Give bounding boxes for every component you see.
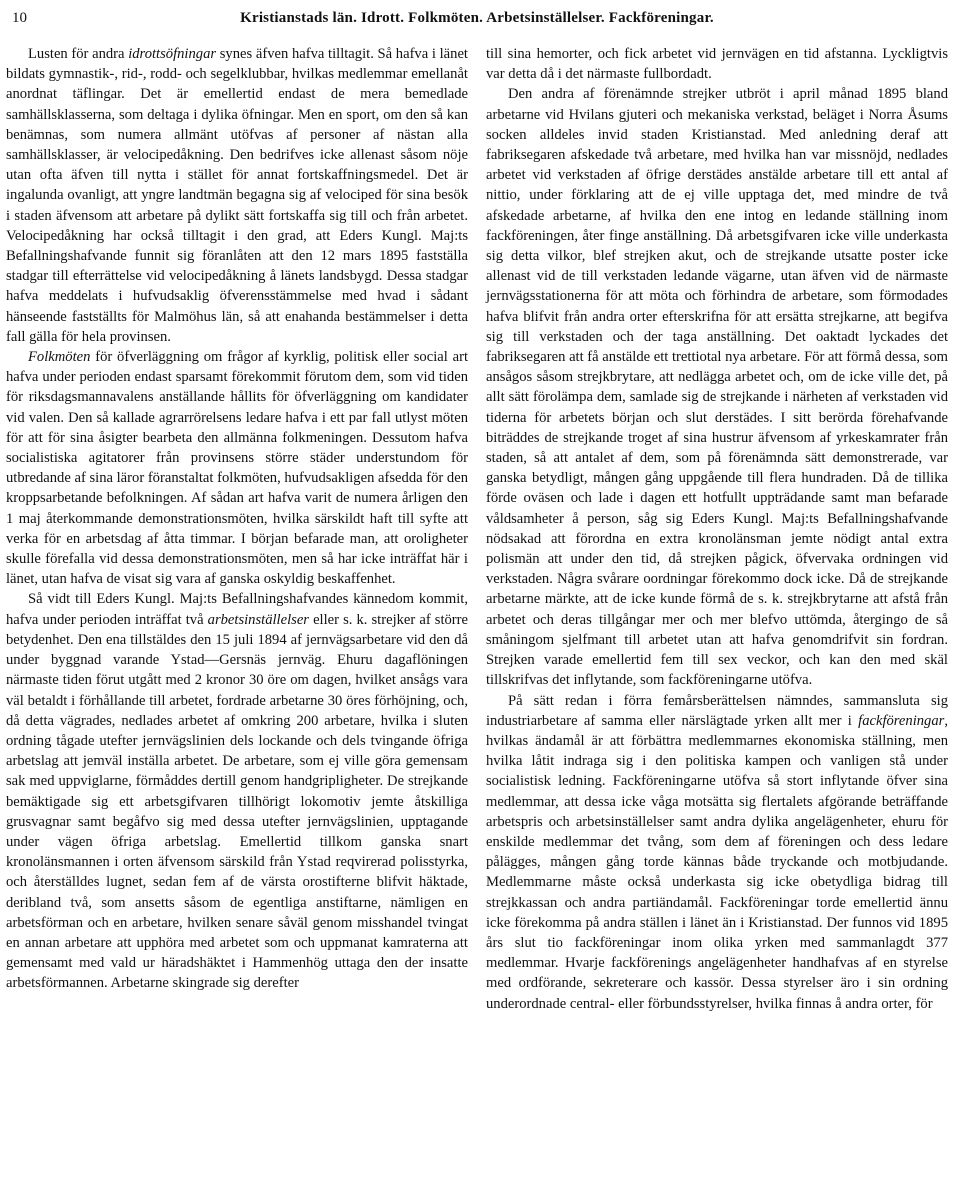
page-number: 10 (12, 10, 27, 26)
text-columns (6, 44, 948, 1014)
running-title: Kristianstads län. Idrott. Folkmöten. Arbetsinställelser. Fackföreningar. (240, 10, 714, 26)
right-column (486, 44, 948, 1014)
paragraph (486, 44, 948, 84)
left-column (6, 44, 468, 1014)
paragraph (6, 347, 468, 589)
paragraph (486, 691, 948, 1014)
text-run: Så vidt till Eders Kungl. Maj:ts Befallningshafvandes kännedom kommit, hafva under perioden inträffat två (6, 591, 468, 628)
text-run: , hvilkas ändamål är att förbättra medlemmarnes ekonomiska ställning, men hvilka låtit indraga sig i den politiska kampen och vanligen stå under socialistisk ledning. Fackföreningarne utöfva så stort inflytande öfver sina medlemmar, att dessa icke våga motsätta sig flertalets afgörande beträffande arbetspris och arbetsinställelser samt andra dylika angelägenheter, ehuru för enskilde medlemmar det tvång, som dem af föreningen och dess ledare pålägges, mången gång torde kännas både tryckande och motbjudande. Medlemmarne måste också underkasta sig icke obetydliga bidrag till strejkkassan och andra partiändamål. Fackföreningar torde emellertid ännu icke förekomma på andra ställen i länet än i Kristianstad. Der funnos vid 1895 års slut tio fackföreningar inom olika yrken med sammanlagdt 377 medlemmar. Hvarje fackförenings angelägenheter handhafvas af en styrelse med ordförande, sekreterare och kassör. Dessa styrelser äro i sin ordning underordnade central- eller förbundsstyrelser, hvilka finnas å andra orter, för (486, 712, 948, 1012)
emphasized-text: idrottsöfningar (128, 46, 217, 62)
text-run: till sina hemorter, och fick arbetet vid jernvägen en tid afstanna. Lyckligtvis var detta då i det närmaste fullbordadt. (486, 46, 948, 83)
emphasized-text: fackföreningar (858, 712, 945, 729)
text-run: Den andra af förenämnde strejker utbröt i april månad 1895 bland arbetarne vid Hvilans gjuteri och mekaniska verkstad, beläget i Norra Åsums socken alldeles invid staden Kristianstad. Med anledning deraf att fabriksegaren afskedade två arbetare, med hvilka han var missnöjd, nedlades arbetet vid verkstaden af öfrige derstädes anstälde arbetare till ett antal af nittio, under förklaring att de ej ville upptaga det, med mindre de två afskedade arbetarne, af hvilka den ene intog en ledande ställning inom fackföreningen, åter finge anställning. Då arbetsgifvaren icke ville underkasta sig detta vilkor, blef strejken akut, och de strejkande utsatte poster icke allenast vid de till verkstaden ledande vägarne, utan äfven vid de närmaste jernvägsstationerna för att möta och förhindra de arbetare, som förmodades hafva blifvit från andra orter efterskrifna för att ersätta strejkarne, att begifva sig till verkstaden och der taga anställning. Det oaktadt lyckades det fabriksegaren att få anstälde ett trettiotal nya arbetare. För att förmå dessa, som ansågos såsom strejkbrytare, att nedlägga arbetet och, om de icke ville det, på allt sätt förolämpa dem, samlade sig de strejkande i närheten af verkstaden vid tiderna för arbetets början och slut derstädes. I sitt berörda förehafvande biträddes de strejkande troget af sina hustrur äfvensom af yrkeskamrater från staden, så att antalet af dem, som på förenämnda sätt demonstrerade, var ganska betydligt, mången gång uppgående till flera hundraden. Då de tillika förde oväsen och lade i dagen ett hotfullt uppträdande samt man befarade våldsamheter å person, såg sig Eders Kungl. Maj:ts Befallningshafvande nödsakad att förordna en extra kronolänsman jemte nödigt antal extra polismän att under den tid, då strejken pågick, öfvervaka ordningen vid verkstaden. Några svårare oordningar förekommo dock icke. Då de strejkande arbetarne märkte, att de icke kunde förmå de s. k. strejkbrytarne att afstå från arbetet och deras tillgångar mer och mer blefvo uttömda, återgingo de så småningom sjelfmant till arbetet utan att hafva genomdrifvit sin fordran. Strejken varade emellertid fem till sex veckor, och kan den med skäl tillskrifvas det inflytande, som fackföreningarne utöfva. (486, 86, 948, 689)
text-run: På sätt redan i förra femårsberättelsen nämndes, sammansluta sig industriarbetare af samma eller närslägtade yrken allt mer i (486, 692, 948, 729)
paragraph (6, 44, 468, 347)
page-header (6, 6, 948, 34)
paragraph (486, 84, 948, 690)
paragraph (6, 589, 468, 993)
text-run: Lusten för andra (28, 46, 129, 62)
emphasized-text: Folkmöten (28, 349, 91, 366)
text-run: för öfverläggning om frågor af kyrklig, politisk eller social art hafva under perioden endast sparsamt förekommit förutom dem, som vid tiden för riksdagsmannavalens anställande hållits för öfverläggning om kandidater vid valen. Den så kallade agrarrörelsens ledare hafva i ett par fall utlyst möten för att för sina åsigter bearbeta den allmänna folkmeningen. Dessutom hafva socialistiska agitatorer från provinsens större städer understundom för utbredande af sina läror föranstaltat folkmöten, hufvudsakligen afsedda för den kroppsarbetande befolkningen. Af sådan art hafva varit de numera årligen den 1 maj återkommande demonstrationsmöten, hvilka särskildt haft till syfte att verka för en arbetsdag af åtta timmar. I början befarade man, att oroligheter skulle förefalla vid dessa demonstrationsmöten, men så har icke inträffat här i länet, utan hafva de visat sig vara af ganska oskyldig beskaffenhet. (6, 349, 468, 588)
emphasized-text: arbetsinställelser (207, 611, 309, 628)
text-run: eller s. k. strejker af större betydenhet. Den ena tillstäldes den 15 juli 1894 af jernvägsarbetare vid den då under byggnad varande Ystad—Gersnäs jernväg. Ehuru dagaflöningen närmaste tiden förut utgått med 2 kronor 30 öre om dagen, hvilket ansågs vara väl betaldt i förhållande till arbetet, fordrade arbetarne 30 öres förhöjning, och, då detta vägrades, nedlades arbetet af omkring 200 arbetare, hvilka i sluten ordning tågade utefter jernvägslinien dels lockande och dels tvingande öfriga arbetslag att jemväl inställa arbetet. De arbetare, som ej ville göra gemensam sak med uppviglarne, förmåddes dertill genom handgripligheter. De strejkande bemäktigade sig ett arbetsgifvaren tillhörigt lokomotiv jemte åtskilliga grusvagnar samt begåfvo sig med dessa utefter jernvägslinien, upptagande under vägen öfriga arbetslag. Emellertid tillkom ganska snart kronolänsmannen i orten äfvensom särskild från Ystad reqvirerad polisstyrka, och återställdes lugnet, sedan fem af de värsta orostifterne blifvit häktade, deribland två, som ansetts såsom de egentliga anstiftarne, nämligen en arbetsförman och en arbetare, hvilken senare såväl genom misshandel tvingat en annan arbetare att upphöra med arbetet som och uppmanat kamraterna att gemensamt med vald ur häradshäktet i Hammenhög uttaga den der insatte arbetsförmannen. Arbetarne skingrade sig derefter (6, 611, 468, 992)
text-run: synes äfven hafva tilltagit. Så hafva i länet bildats gymnastik-, rid-, rodd- och segelklubbar, hvilkas medlemmar emellanåt anordnat täflingar. Det är emellertid endast de mera bemedlade samhällsklasserna, som deltaga i dylika öfningar. Men en sport, om den så kan benämnas, som numera allmänt utöfvas af personer af nästan alla samhällsklasser, är velocipedåkning. Den bedrifves icke allenast såsom nöje utan ofta äfven till nytta i stället för annat fortskaffningsmedel. Det är ingalunda ovanligt, att yngre landtmän begagna sig af velociped för sina besök i staden äfvensom att arbetare på dylikt sätt fortskaffa sig till och från arbetet. Velocipedåkning har också tilltagit i den grad, att Eders Kungl. Maj:ts Befallningshafvande funnit sig föranlåten att den 12 mars 1895 fastställa stadgar till efterrättelse vid velocipedåkning å länets landsbygd. Dessa stadgar hafva meddelats i hufvudsaklig öfverensstämmelse med hvad i sådant hänseende fastställts för Malmöhus län, så att enahanda bestämmelser i detta fall gälla för hela provinsen. (6, 46, 468, 345)
